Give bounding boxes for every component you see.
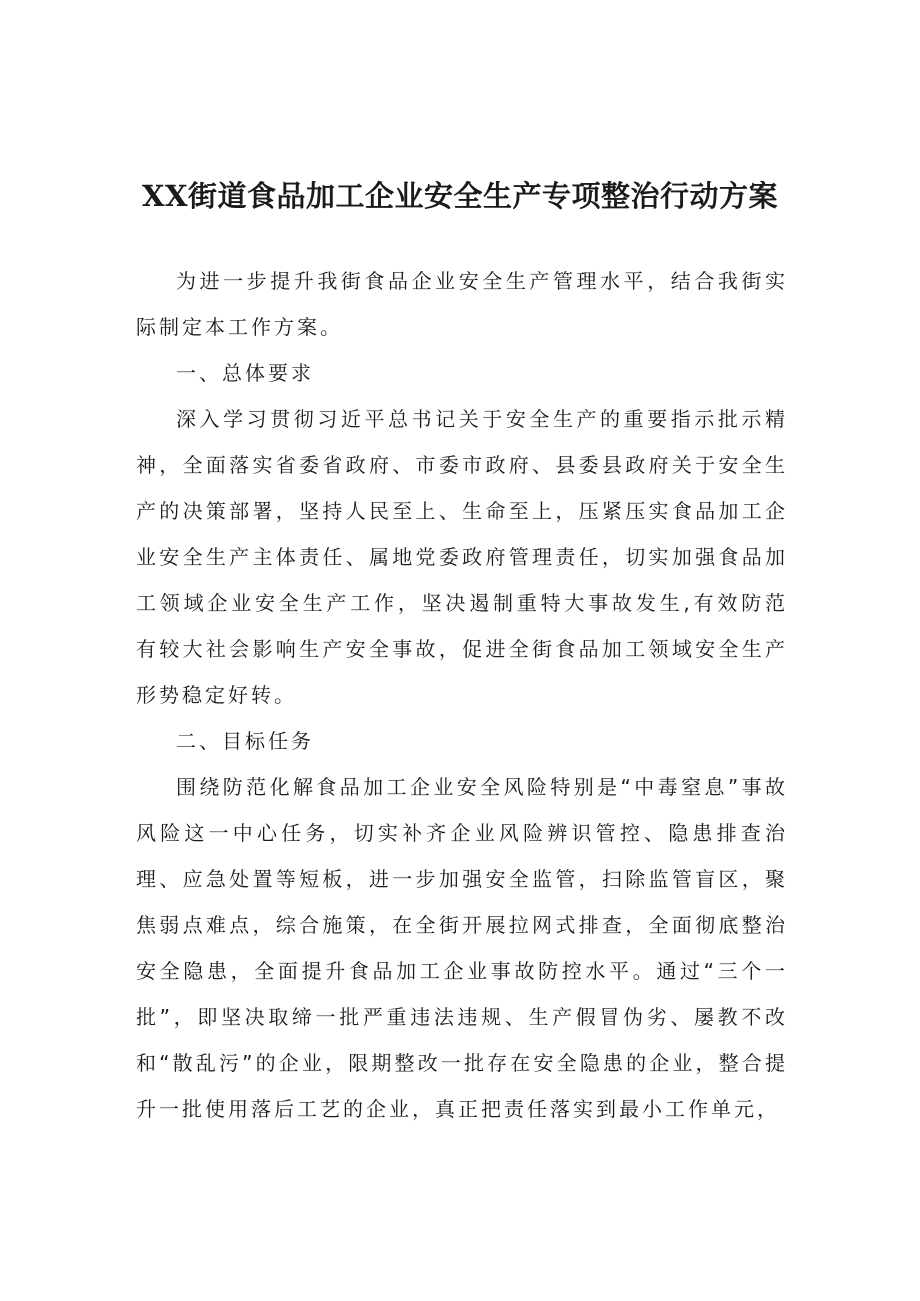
general-requirements-paragraph: 深入学习贯彻习近平总书记关于安全生产的重要指示批示精神，全面落实省委省政府、市委市政府、县委县政府关于安全生产的决策部署，坚持人民至上、生命至上，压紧压实食品加工企业安全生产主体责任、属地党委政府管理责任，切实加强食品加工领域企业安全生产工作，坚决遏制重特大事故发生,有效防范有较大社会影响生产安全事故，促进全街食品加工领域安全生产形势稳定好转。 [136,407,788,707]
objectives-paragraph: 围绕防范化解食品加工企业安全风险特别是“中毒窒息”事故风险这一中心任务，切实补齐企业风险辨识管控、隐患排查治理、应急处置等短板，进一步加强安全监管，扫除监管盲区，聚焦弱点难点，综合施策，在全街开展拉网式排查，全面彻底整治安全隐患，全面提升食品加工企业事故防控水平。通过“三个一批”，即坚决取缔一批严重违法违规、生产假冒伪劣、屡教不改和“散乱污”的企业，限期整改一批存在安全隐患的企业，整合提升一批使用落后工艺的企业，真正把责任落实到最小工作单元， [136,775,788,1121]
document-title: XX街道食品加工企业安全生产专项整治行动方案 [141,179,778,213]
section-heading-objectives: 二、目标任务 [176,729,314,753]
document-body [136,258,788,1132]
intro-paragraph: 为进一步提升我街食品企业安全生产管理水平，结合我街实际制定本工作方案。 [136,269,788,339]
section-heading-general-requirements: 一、总体要求 [176,361,314,385]
